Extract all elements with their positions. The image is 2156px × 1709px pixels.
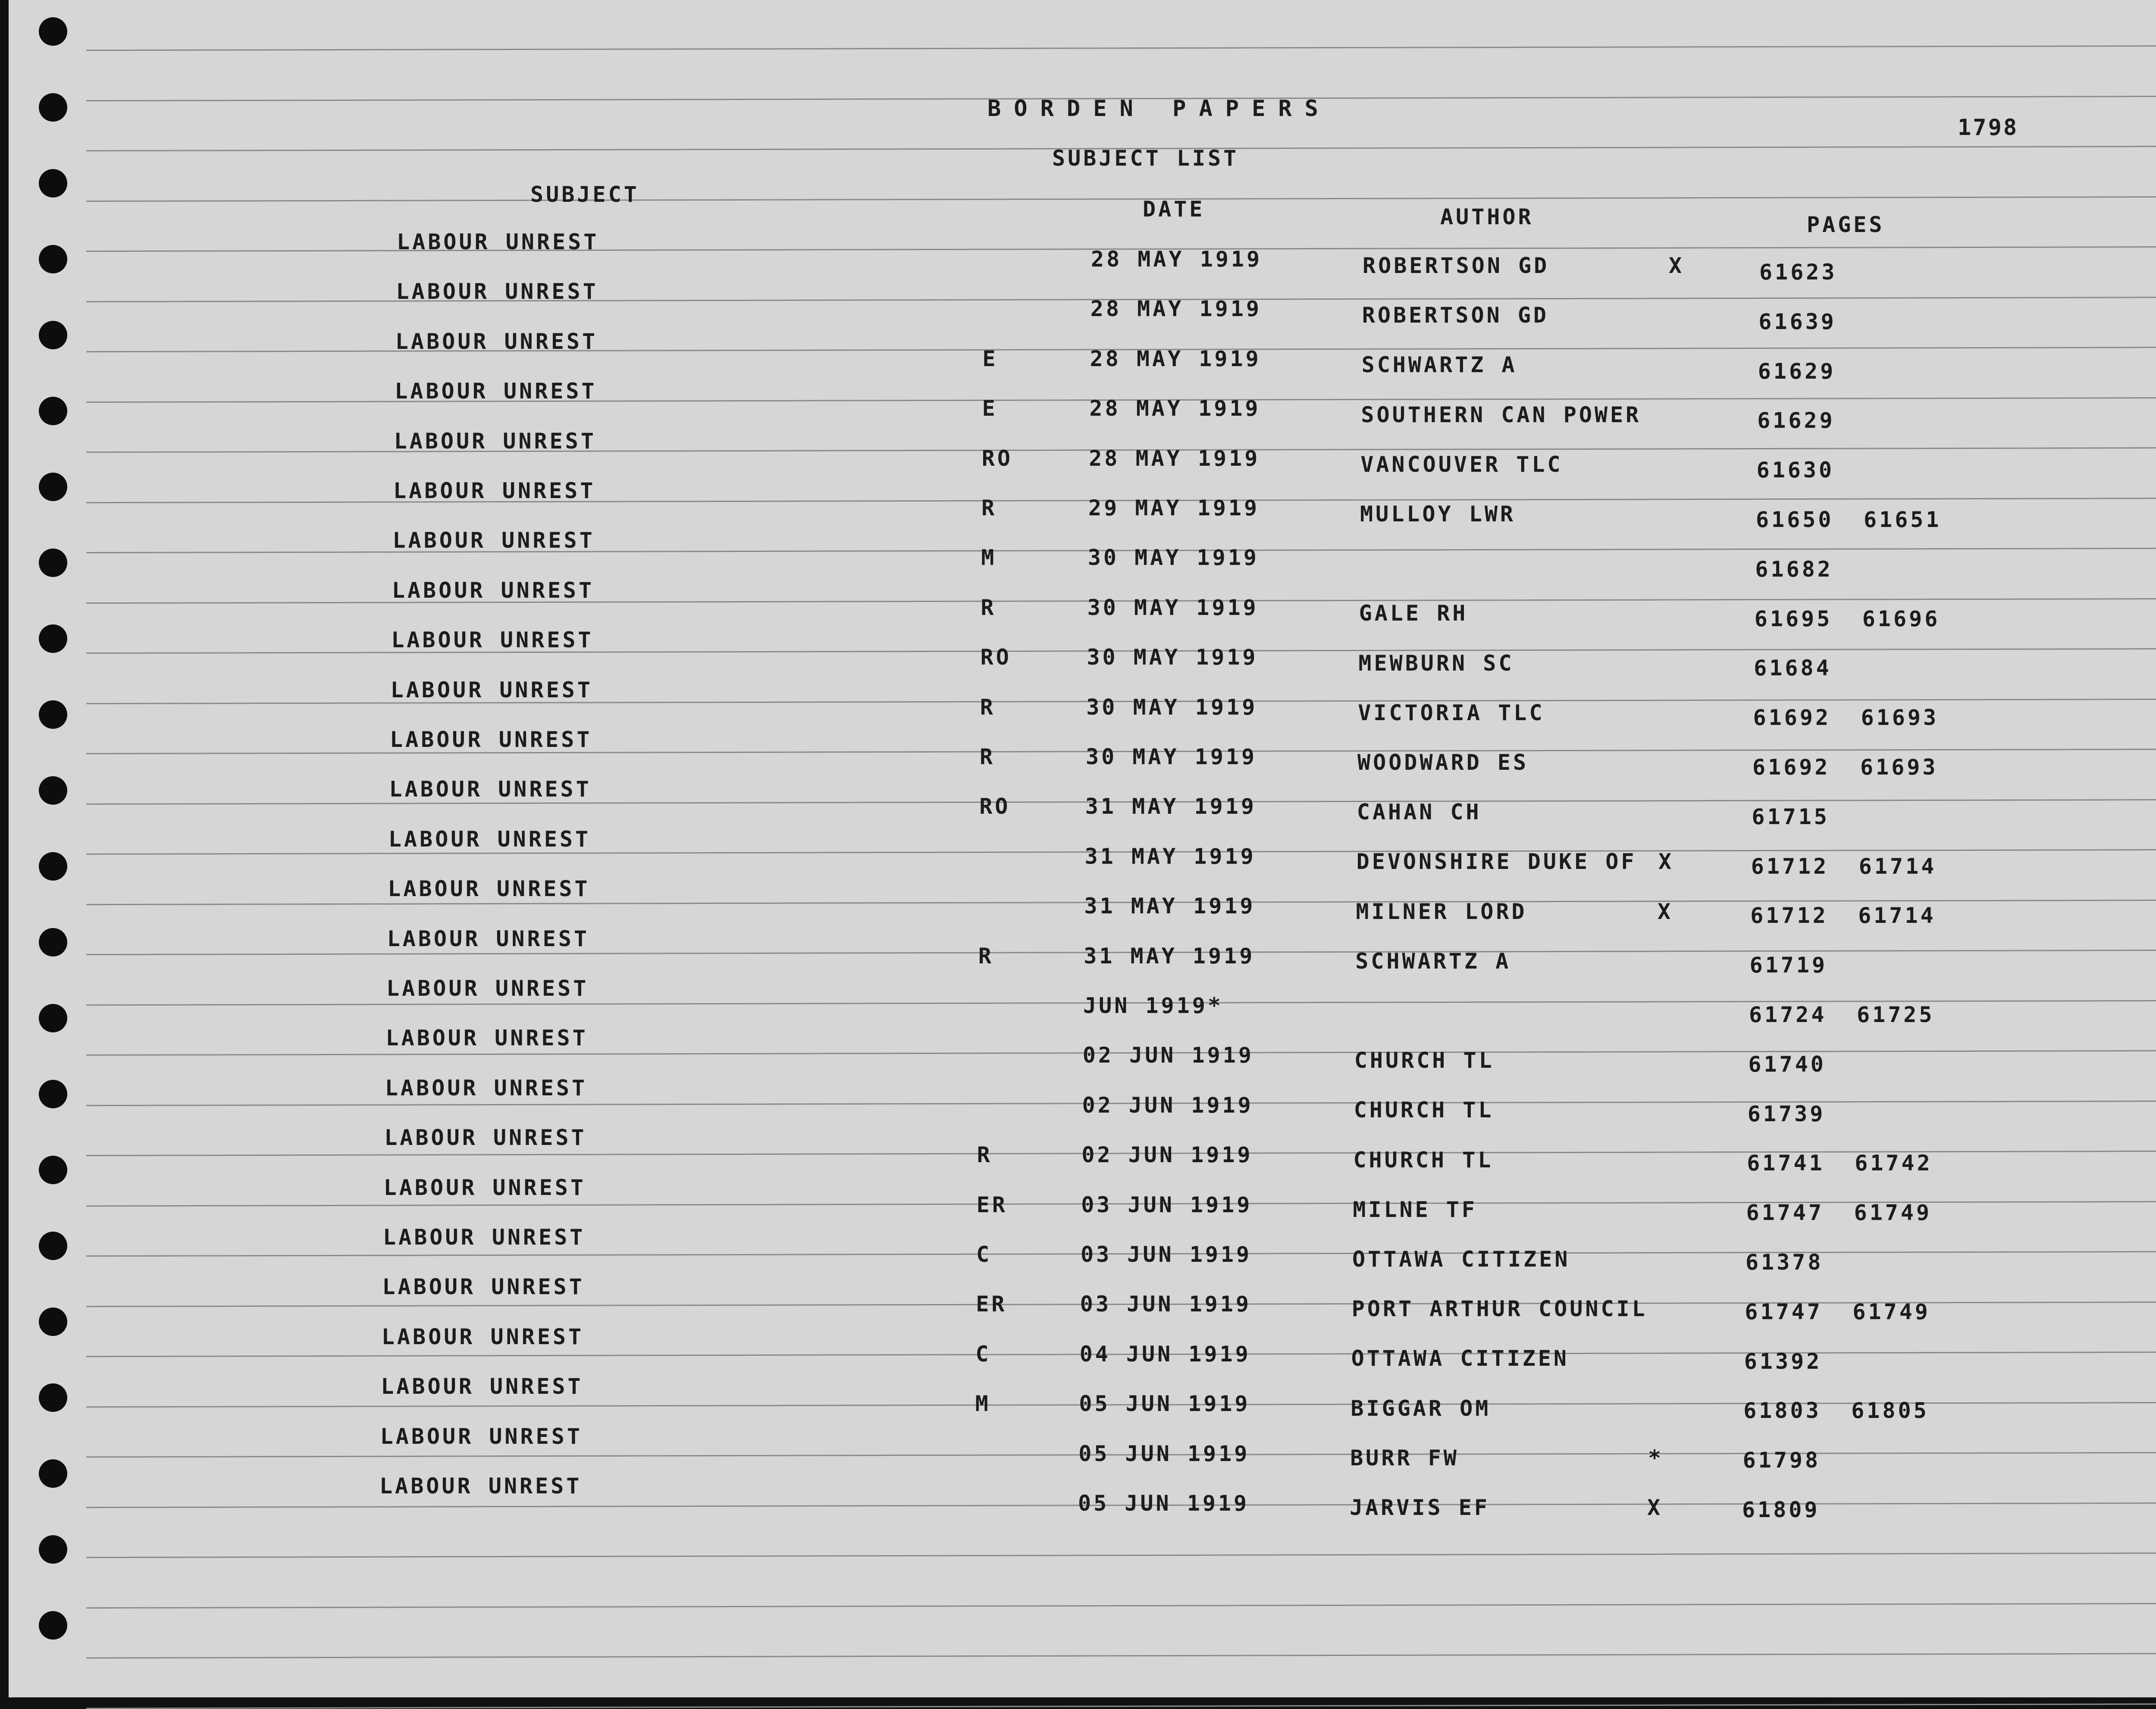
- cell-subject: LABOUR UNREST: [379, 1474, 582, 1499]
- cell-author: WOODWARD ES: [1357, 750, 1529, 775]
- cell-date: 28 MAY 1919: [1089, 445, 1260, 471]
- cell-page-1: 61803: [1743, 1398, 1821, 1424]
- cell-date: 30 MAY 1919: [1086, 694, 1258, 720]
- cell-code: C: [976, 1242, 992, 1267]
- document-title: BORDEN PAPERS: [987, 96, 1331, 122]
- cell-subject: LABOUR UNREST: [389, 777, 592, 802]
- cell-page-2: 61693: [1861, 705, 1939, 731]
- cell-author: MILNE TF: [1353, 1197, 1478, 1222]
- feed-hole: [39, 1459, 67, 1488]
- cell-page-2: 61805: [1851, 1398, 1929, 1424]
- cell-date: 02 JUN 1919: [1082, 1092, 1253, 1118]
- cell-page-1: 61692: [1753, 705, 1831, 731]
- cell-subject: LABOUR UNREST: [395, 379, 597, 404]
- cell-author: DEVONSHIRE DUKE OF: [1356, 849, 1637, 875]
- cell-subject: LABOUR UNREST: [386, 976, 589, 1001]
- cell-date: 31 MAY 1919: [1085, 794, 1257, 819]
- cell-subject: LABOUR UNREST: [392, 528, 595, 553]
- cell-subject: LABOUR UNREST: [387, 926, 589, 951]
- cell-page-1: 61798: [1742, 1448, 1821, 1473]
- cell-page-1: 61740: [1748, 1051, 1826, 1077]
- cell-author: OTTAWA CITIZEN: [1351, 1346, 1570, 1371]
- feed-hole: [39, 1004, 67, 1032]
- cell-author: MULLOY LWR: [1360, 502, 1516, 527]
- cell-code: E: [982, 346, 998, 371]
- cell-date: 30 MAY 1919: [1087, 595, 1259, 620]
- cell-page-2: 61749: [1854, 1200, 1932, 1226]
- cell-page-1: 61650: [1756, 507, 1834, 532]
- cell-page-2: 61696: [1862, 606, 1940, 631]
- cell-page-1: 61724: [1749, 1002, 1827, 1027]
- cell-author: CHURCH TL: [1354, 1048, 1495, 1073]
- cell-mark: *: [1648, 1445, 1664, 1471]
- cell-date: JUN 1919*: [1083, 993, 1223, 1018]
- feed-hole: [39, 1308, 67, 1336]
- cell-subject: LABOUR UNREST: [390, 727, 592, 752]
- cell-author: ROBERTSON GD: [1362, 303, 1549, 328]
- cell-page-1: 61695: [1754, 606, 1833, 631]
- feed-hole: [39, 1383, 67, 1412]
- cell-code: R: [980, 744, 996, 769]
- cell-subject: LABOUR UNREST: [393, 478, 596, 503]
- cell-page-2: 61742: [1855, 1151, 1933, 1176]
- page-number: 1798: [1958, 115, 2019, 141]
- feed-hole: [39, 1611, 67, 1640]
- cell-page-2: 61714: [1858, 853, 1937, 879]
- cell-author: BURR FW: [1350, 1445, 1459, 1471]
- cell-date: 03 JUN 1919: [1080, 1292, 1251, 1317]
- cell-code: R: [980, 694, 996, 720]
- cell-code: R: [981, 595, 997, 620]
- ruled-line: [86, 1653, 2156, 1659]
- cell-code: RO: [981, 445, 1013, 471]
- cell-author: CHURCH TL: [1354, 1098, 1494, 1123]
- feed-hole: [39, 245, 67, 273]
- cell-page-1: 61712: [1750, 903, 1828, 928]
- cell-page-2: 61693: [1860, 755, 1938, 780]
- printout-sheet: [9, 0, 2156, 1697]
- cell-subject: LABOUR UNREST: [390, 677, 593, 702]
- cell-subject: LABOUR UNREST: [384, 1125, 587, 1151]
- feed-hole: [39, 928, 67, 956]
- cell-subject: LABOUR UNREST: [385, 1025, 588, 1051]
- cell-page-2: 61651: [1864, 507, 1942, 532]
- cell-page-1: 61739: [1747, 1101, 1826, 1126]
- feed-hole: [39, 93, 67, 122]
- column-header-subject: SUBJECT: [530, 182, 639, 207]
- cell-date: 04 JUN 1919: [1079, 1341, 1251, 1367]
- feed-hole: [39, 852, 67, 881]
- cell-author: SCHWARTZ A: [1361, 352, 1517, 378]
- cell-author: MILNER LORD: [1356, 899, 1527, 924]
- feed-hole: [39, 1080, 67, 1108]
- cell-subject: LABOUR UNREST: [395, 329, 598, 354]
- feed-hole: [39, 321, 67, 349]
- cell-date: 30 MAY 1919: [1087, 545, 1259, 571]
- cell-author: SOUTHERN CAN POWER: [1361, 402, 1642, 427]
- cell-code: ER: [976, 1292, 1007, 1317]
- cell-date: 28 MAY 1919: [1090, 296, 1262, 322]
- cell-page-1: 61682: [1755, 556, 1833, 582]
- cell-date: 03 JUN 1919: [1081, 1192, 1253, 1217]
- feed-hole: [39, 776, 67, 805]
- ruled-line: [86, 45, 2156, 51]
- cell-code: E: [982, 396, 998, 421]
- cell-subject: LABOUR UNREST: [391, 627, 594, 653]
- cell-code: R: [977, 1142, 993, 1168]
- cell-page-1: 61692: [1752, 755, 1830, 780]
- cell-page-1: 61747: [1746, 1200, 1824, 1226]
- cell-subject: LABOUR UNREST: [383, 1175, 586, 1200]
- cell-date: 05 JUN 1919: [1078, 1441, 1250, 1466]
- feed-hole: [39, 624, 67, 653]
- cell-subject: LABOUR UNREST: [394, 428, 596, 454]
- column-header-pages: PAGES: [1807, 212, 1885, 237]
- cell-page-1: 61684: [1754, 655, 1832, 681]
- cell-author: BIGGAR OM: [1351, 1395, 1491, 1421]
- cell-page-2: 61725: [1857, 1002, 1935, 1027]
- cell-page-1: 61719: [1749, 953, 1828, 978]
- cell-author: VICTORIA TLC: [1358, 700, 1545, 725]
- cell-page-1: 61378: [1745, 1250, 1824, 1275]
- feed-hole: [39, 1232, 67, 1260]
- cell-code: C: [975, 1341, 991, 1367]
- cell-author: CAHAN CH: [1357, 800, 1482, 825]
- cell-subject: LABOUR UNREST: [383, 1225, 586, 1250]
- cell-mark: X: [1669, 253, 1685, 278]
- feed-hole: [39, 397, 67, 425]
- cell-author: CHURCH TL: [1353, 1147, 1494, 1173]
- ruled-line: [86, 196, 2156, 201]
- column-header-date: DATE: [1143, 197, 1205, 222]
- feed-hole: [39, 473, 67, 501]
- ruled-line: [86, 1703, 2156, 1709]
- feed-hole: [39, 549, 67, 577]
- cell-page-1: 61715: [1752, 804, 1830, 829]
- cell-page-1: 61629: [1757, 408, 1835, 433]
- cell-author: PORT ARTHUR COUNCIL: [1351, 1296, 1648, 1322]
- cell-subject: LABOUR UNREST: [380, 1424, 583, 1449]
- cell-date: 28 MAY 1919: [1091, 247, 1263, 272]
- cell-date: 31 MAY 1919: [1084, 943, 1255, 969]
- cell-mark: X: [1658, 899, 1673, 924]
- cell-author: SCHWARTZ A: [1355, 948, 1511, 974]
- cell-date: 29 MAY 1919: [1088, 495, 1260, 521]
- cell-subject: LABOUR UNREST: [388, 826, 591, 852]
- cell-page-1: 61392: [1744, 1348, 1822, 1374]
- cell-code: R: [978, 943, 994, 969]
- cell-code: RO: [979, 794, 1011, 819]
- cell-code: ER: [976, 1192, 1008, 1217]
- column-header-author: AUTHOR: [1440, 204, 1534, 229]
- cell-subject: LABOUR UNREST: [392, 577, 595, 603]
- cell-subject: LABOUR UNREST: [396, 279, 599, 304]
- cell-page-1: 61747: [1745, 1299, 1823, 1324]
- cell-subject: LABOUR UNREST: [388, 876, 590, 902]
- cell-page-2: 61714: [1858, 903, 1936, 928]
- cell-date: 30 MAY 1919: [1086, 744, 1257, 769]
- cell-code: M: [981, 545, 997, 571]
- feed-hole: [39, 17, 67, 46]
- feed-hole: [39, 169, 67, 198]
- cell-date: 28 MAY 1919: [1089, 396, 1261, 421]
- cell-date: 30 MAY 1919: [1087, 645, 1258, 670]
- cell-date: 31 MAY 1919: [1084, 844, 1256, 869]
- cell-page-1: 61809: [1742, 1497, 1820, 1522]
- cell-date: 05 JUN 1919: [1078, 1491, 1250, 1516]
- cell-page-1: 61623: [1759, 260, 1837, 285]
- cell-subject: LABOUR UNREST: [397, 229, 599, 254]
- cell-code: R: [981, 495, 997, 521]
- cell-page-2: 61749: [1852, 1299, 1930, 1324]
- cell-author: GALE RH: [1359, 601, 1468, 626]
- cell-date: 03 JUN 1919: [1081, 1242, 1252, 1267]
- cell-date: 31 MAY 1919: [1084, 894, 1256, 919]
- cell-page-1: 61712: [1751, 853, 1829, 879]
- cell-author: OTTAWA CITIZEN: [1352, 1247, 1570, 1272]
- feed-hole: [39, 1535, 67, 1564]
- cell-date: 02 JUN 1919: [1081, 1142, 1253, 1168]
- cell-code: M: [975, 1391, 991, 1417]
- cell-mark: X: [1658, 849, 1674, 875]
- cell-page-1: 61741: [1747, 1151, 1825, 1176]
- cell-date: 05 JUN 1919: [1079, 1391, 1250, 1417]
- ruled-line: [86, 1602, 2156, 1608]
- ruled-line: [86, 1552, 2156, 1558]
- document-subtitle: SUBJECT LIST: [1052, 146, 1239, 171]
- cell-subject: LABOUR UNREST: [385, 1075, 588, 1101]
- cell-subject: LABOUR UNREST: [381, 1374, 583, 1399]
- cell-subject: LABOUR UNREST: [382, 1274, 585, 1300]
- cell-page-1: 61639: [1758, 309, 1836, 334]
- cell-page-1: 61629: [1758, 358, 1836, 384]
- feed-hole: [39, 1156, 67, 1184]
- cell-date: 02 JUN 1919: [1082, 1043, 1254, 1068]
- feed-hole: [39, 700, 67, 729]
- cell-author: VANCOUVER TLC: [1360, 452, 1563, 477]
- cell-page-1: 61630: [1756, 458, 1835, 483]
- cell-code: RO: [980, 645, 1012, 670]
- cell-author: JARVIS EF: [1350, 1495, 1490, 1520]
- cell-date: 28 MAY 1919: [1090, 346, 1261, 371]
- cell-author: ROBERTSON GD: [1363, 253, 1550, 278]
- cell-mark: X: [1647, 1495, 1663, 1520]
- cell-author: MEWBURN SC: [1358, 650, 1514, 676]
- cell-subject: LABOUR UNREST: [381, 1324, 584, 1349]
